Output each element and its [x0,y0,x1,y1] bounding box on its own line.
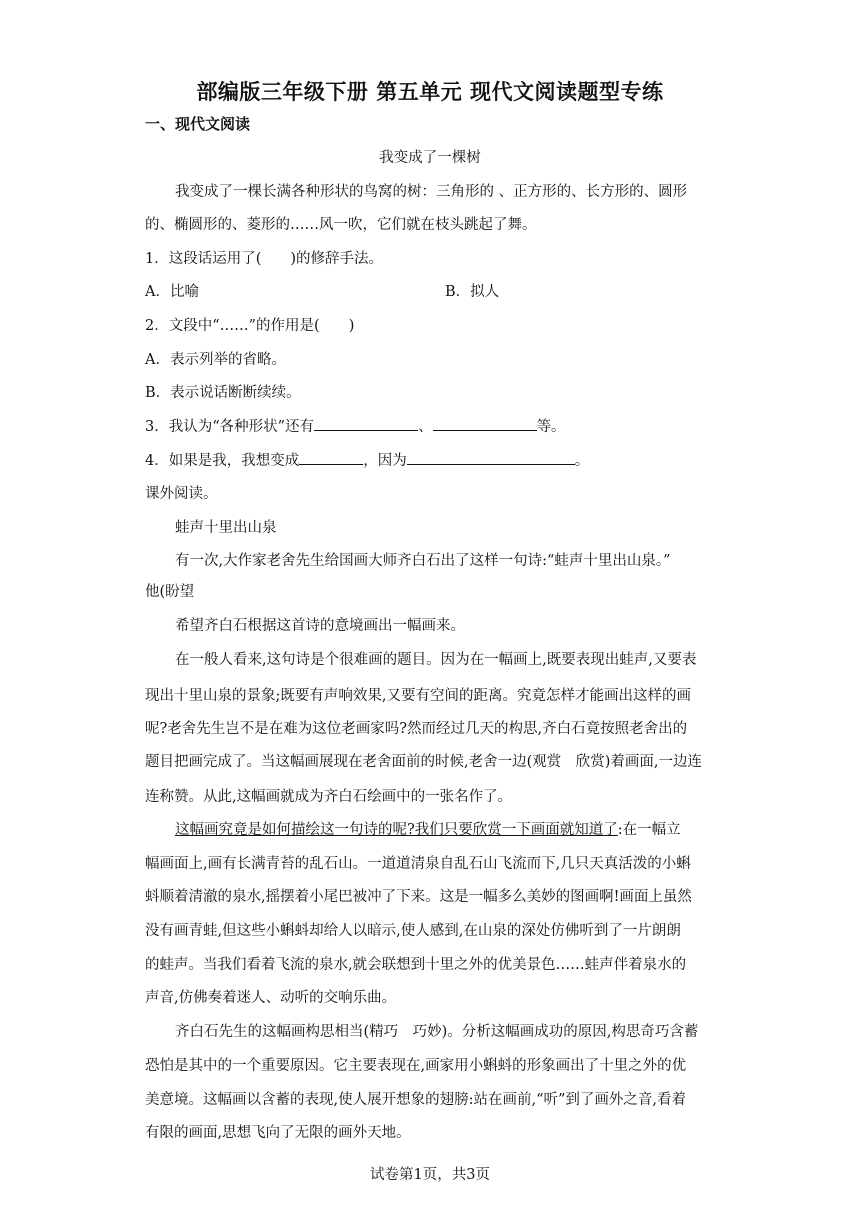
passage1-title: 我变成了一棵树 [379,150,481,166]
passage2-title: 蛙声十里出山泉 [175,520,277,536]
passage2-line: 没有画青蛙,但这些小蝌蚪却给人以暗示,使人感到,在山泉的深处仿佛听到了一片朗朗 [145,923,681,939]
passage2-line: 的蛙声。当我们看着飞流的泉水,就会联想到十里之外的优美景色……蛙声伴着泉水的 [145,957,687,973]
option-b: B．表示说话断断续续。 [145,385,301,401]
passage1-line: 的、椭圆形的、菱形的……风一吹，它们就在枝头跳起了舞。 [145,217,537,233]
passage2-line: 美意境。这幅画以含蓄的表现,使人展开想象的翅膀:站在画前,“听”到了画外之音,看着 [145,1092,687,1108]
passage2-line: 声音,仿佛奏着迷人、动听的交响乐曲。 [145,990,397,1006]
underlined-sentence: 这幅画究竟是如何描绘这一句诗的呢?我们只要欣赏一下画面就知道了 [175,822,618,838]
passage2-line: 连称赞。从此,这幅画就成为齐白石绘画中的一张名作了。 [145,789,513,805]
question-3 [145,415,725,436]
question-4-mid: ，因为 [363,453,407,469]
section-heading: 一、现代文阅读 [145,115,251,133]
passage1-line: 我变成了一棵长满各种形状的鸟窝的树：三角形的 、正方形的、长方形的、圆形 [175,184,688,200]
passage2-line: 蚪顺着清澈的泉水,摇摆着小尾巴被冲了下来。这是一幅多么美妙的图画啊!画面上虽然 [145,889,692,905]
passage2-line: 恐怕是其中的一个重要原因。它主要表现在,画家用小蝌蚪的形象画出了十里之外的优 [145,1058,687,1074]
passage2-line-rest: :在一幅立 [617,822,681,838]
question-1: 1．这段话运用了( )的修辞手法。 [145,251,384,267]
separator: 、 [418,419,433,435]
question-1-options [145,280,725,301]
question-3-prefix: 3．我认为“各种形状”还有 [145,419,315,435]
passage2-line: 幅画面上,画有长满青苔的乱石山。一道道清泉自乱石山飞流而下,几只天真活泼的小蝌 [145,856,691,872]
passage2-line: 希望齐白石根据这首诗的意境画出一幅画来。 [175,618,465,634]
passage2-line: 他(盼望 [145,584,195,600]
passage2-line [175,818,755,839]
extra-reading-label: 课外阅读。 [145,486,218,502]
answer-blank[interactable] [314,416,418,431]
question-4-prefix: 4．如果是我，我想变成 [145,453,300,469]
question-4 [145,449,725,470]
passage2-line: 齐白石先生的这幅画构思相当(精巧 巧妙)。分析这幅画成功的原因,构思奇巧含蓄 [175,1024,699,1040]
question-4-suffix: 。 [574,453,590,469]
question-3-suffix: 等。 [536,419,566,435]
answer-blank[interactable] [407,450,575,465]
passage2-line: 现出十里山泉的景象;既要有声响效果,又要有空间的距离。究竟怎样才能画出这样的画 [145,688,691,704]
answer-blank[interactable] [433,416,537,431]
passage2-line: 有一次,大作家老舍先生给国画大师齐白石出了这样一句诗:“蛙声十里出山泉。” [175,553,671,569]
passage2-line: 有限的画面,思想飞向了无限的画外天地。 [145,1125,411,1141]
question-2: 2．文段中“……”的作用是( ) [145,318,355,334]
passage2-line: 呢?老舍先生岂不是在难为这位老画家吗?然而经过几天的构思,齐白石竟按照老舍出的 [145,721,688,737]
page-title: 部编版三年级下册 第五单元 现代文阅读题型专练 [196,80,664,104]
passage2-line: 在一般人看来,这句诗是个很难画的题目。因为在一幅画上,既要表现出蛙声,又要表 [175,652,697,668]
option-b: B．拟人 [445,284,500,300]
page-footer: 试卷第1页，共3页 [370,1167,490,1183]
passage2-line: 题目把画完成了。当这幅画展现在老舍面前的时候,老舍一边(观赏 欣赏)着画面,一边连 [145,754,703,770]
answer-blank[interactable] [299,450,363,465]
option-a: A．表示列举的省略。 [145,352,286,368]
option-a: A．比喻 [145,284,199,300]
